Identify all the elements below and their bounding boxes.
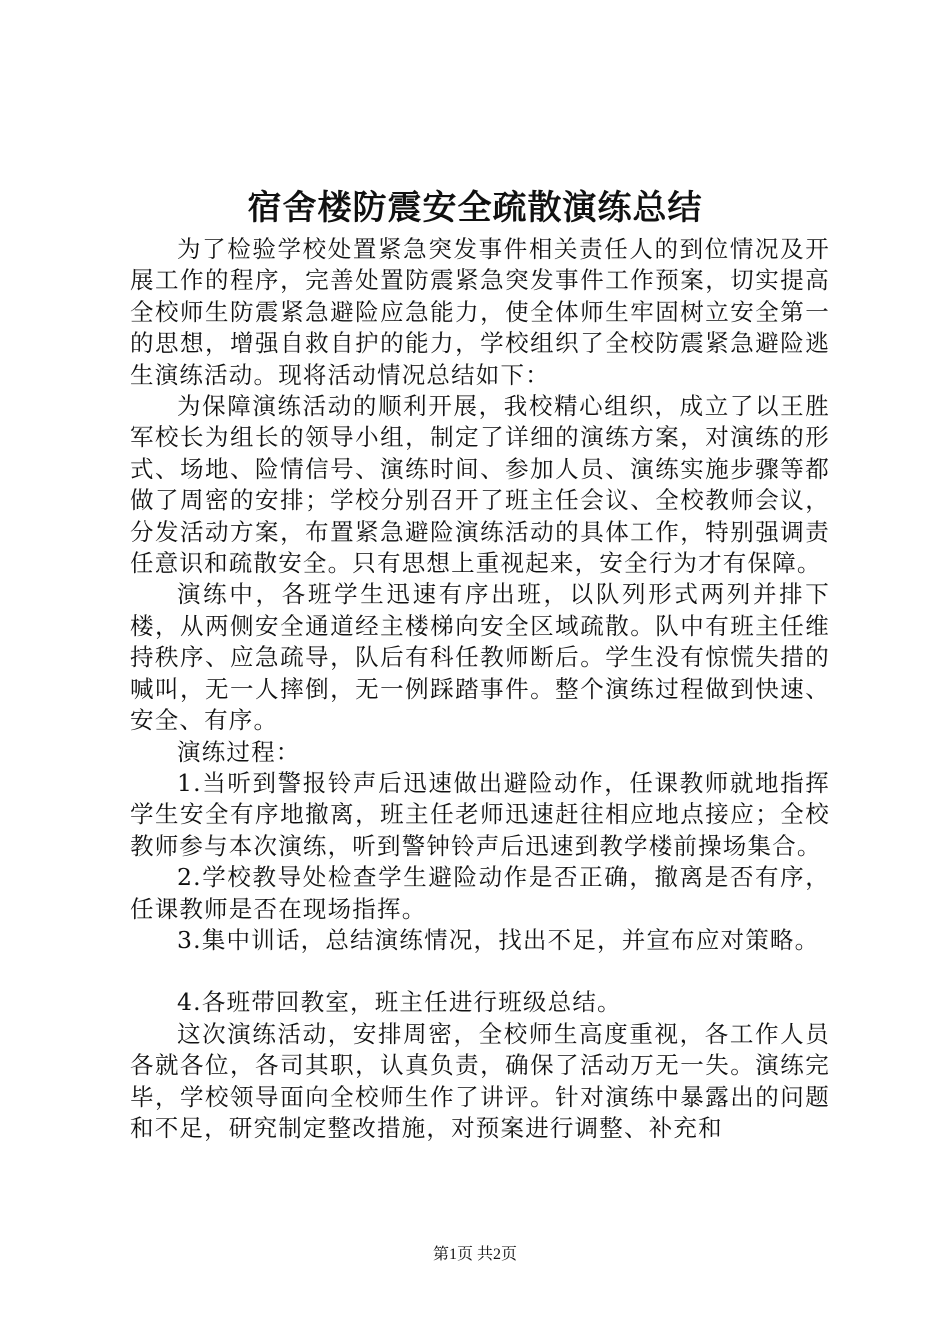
paragraph-drill-execution: 演练中，各班学生迅速有序出班，以队列形式两列并排下楼，从两侧安全通道经主楼梯向安全区域疏散。队中有班主任维持秩序、应急疏导，队后有科任教师断后。学生没有惊慌失措的喊叫，无一人摔倒，无一例踩踏事件。整个演练过程做到快速、安全、有序。 bbox=[130, 580, 830, 735]
paragraph-process-heading: 演练过程： bbox=[177, 737, 301, 766]
paragraph-summary: 这次演练活动，安排周密，全校师生高度重视，各工作人员各就各位，各司其职，认真负责，确保了活动万无一失。演练完毕，学校领导面向全校师生作了讲评。针对演练中暴露出的问题和不足，研究制定整改措施，对预案进行调整、补充和 bbox=[130, 1019, 830, 1142]
document-title: 宿舍楼防震安全疏散演练总结 bbox=[247, 188, 703, 228]
paragraph-intro: 为了检验学校处置紧急突发事件相关责任人的到位情况及开展工作的程序，完善处置防震紧急突发事件工作预案，切实提高全校师生防震紧急避险应急能力，使全体师生牢固树立安全第一的思想，增强自救自护的能力，学校组织了全校防震紧急避险逃生演练活动。现将活动情况总结如下： bbox=[130, 235, 830, 389]
document-body bbox=[130, 234, 830, 1144]
paragraph-organization: 为保障演练活动的顺利开展，我校精心组织，成立了以王胜军校长为组长的领导小组，制定了详细的演练方案，对演练的形式、场地、险情信号、演练时间、参加人员、演练实施步骤等都做了周密的安排；学校分别召开了班主任会议、全校教师会议，分发活动方案，布置紧急避险演练活动的具体工作，特别强调责任意识和疏散安全。只有思想上重视起来，安全行为才有保障。 bbox=[130, 392, 830, 578]
paragraph-step-1: 1.当听到警报铃声后迅速做出避险动作，任课教师就地指挥学生安全有序地撤离，班主任老师迅速赶往相应地点接应；全校教师参与本次演练，听到警钟铃声后迅速到教学楼前操场集合。 bbox=[130, 768, 830, 860]
paragraph-step-4: 4.各班带回教室，班主任进行班级总结。 bbox=[177, 988, 622, 1017]
paragraph-step-3: 3.集中训话，总结演练情况，找出不足，并宣布应对策略。 bbox=[177, 925, 820, 954]
page-number: 第1页 共2页 bbox=[432, 1246, 517, 1263]
paragraph-step-2: 2.学校教导处检查学生避险动作是否正确，撤离是否有序，任课教师是否在现场指挥。 bbox=[130, 863, 830, 923]
